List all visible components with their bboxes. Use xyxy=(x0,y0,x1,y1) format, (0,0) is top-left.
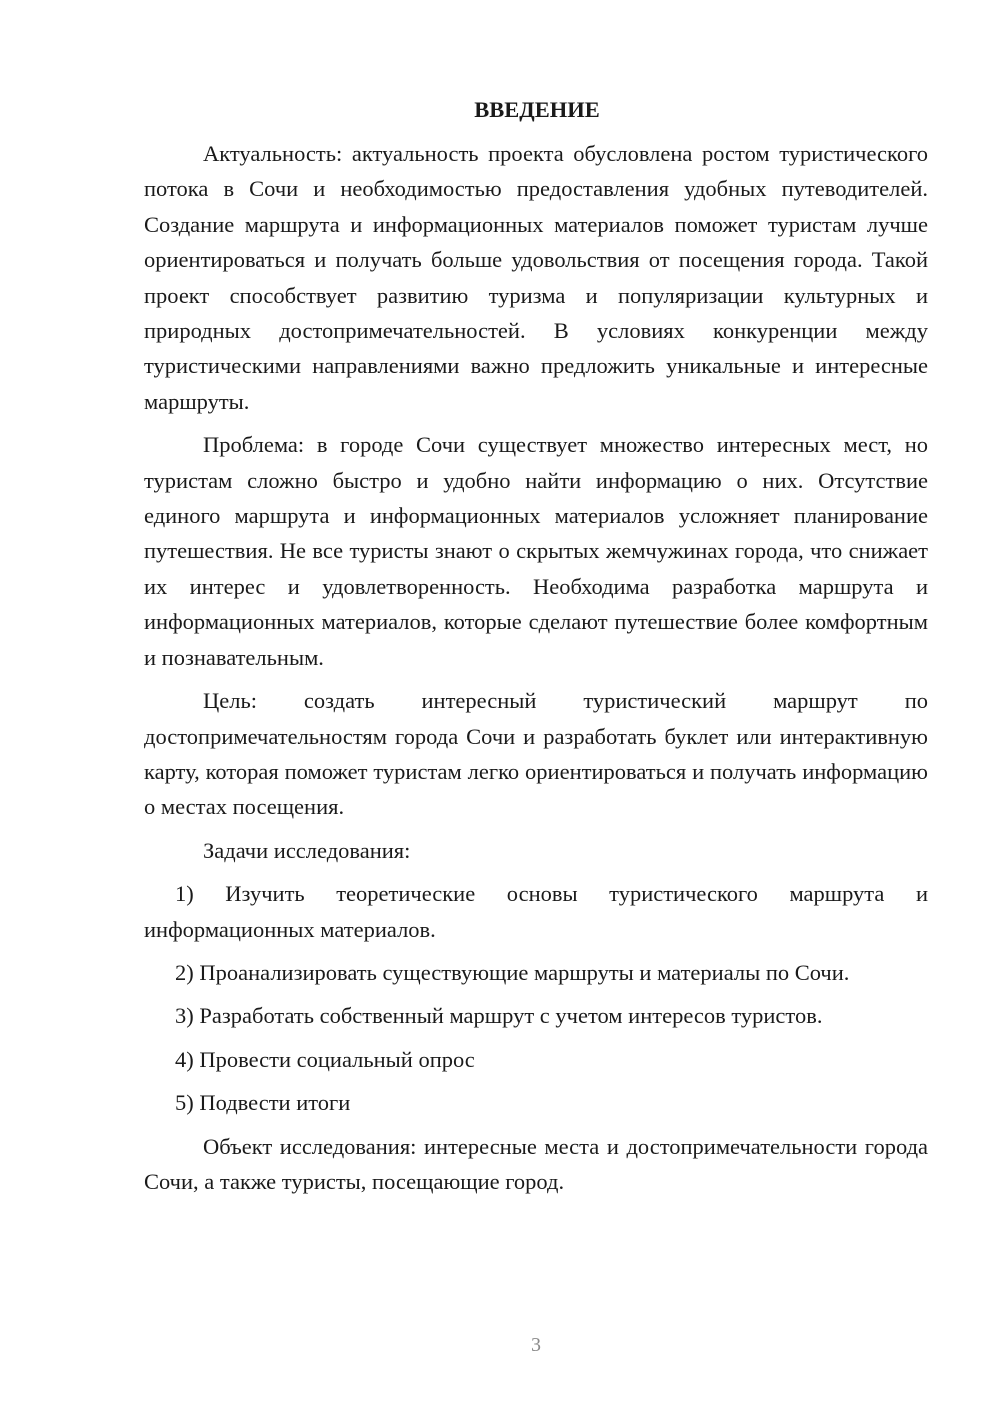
paragraph-tasks-heading: Задачи исследования: xyxy=(203,837,411,863)
paragraph-object: Объект исследования: интересные места и достопримечательности города Сочи, а также туристы, посещающие город. xyxy=(144,1133,928,1194)
task-item-3: 3) Разработать собственный маршрут с учетом интересов туристов. xyxy=(175,1003,823,1029)
paragraph-relevance: Актуальность: актуальность проекта обусловлена ростом туристического потока в Сочи и необходимостью предоставления удобных путеводителей. Создание маршрута и информационных материалов поможет туристам лучше ориентироваться и получать больше удовольствия от посещения города. Такой проект способствует развитию туризма и популяризации культурных и природных достопримечательностей. В условиях конкуренции между туристическими направлениями важно предложить уникальные и интересные маршруты. xyxy=(144,141,928,414)
task-item-4: 4) Провести социальный опрос xyxy=(175,1046,475,1072)
page-content xyxy=(144,92,928,1207)
paragraph-problem: Проблема: в городе Сочи существует множество интересных мест, но туристам сложно быстро и удобно найти информацию о них. Отсутствие единого маршрута и информационных материалов усложняет планирование путешествия. Не все туристы знают о скрытых жемчужинах города, что снижает их интерес и удовлетворенность. Необходима разработка маршрута и информационных материалов, которые сделают путешествие более комфортным и познавательным. xyxy=(144,432,928,670)
task-item-2: 2) Проанализировать существующие маршруты и материалы по Сочи. xyxy=(175,959,850,985)
section-title: ВВЕДЕНИЕ xyxy=(474,97,600,122)
task-item-5: 5) Подвести итоги xyxy=(175,1090,351,1116)
page-number: 3 xyxy=(531,1334,541,1356)
paragraph-goal: Цель: создать интересный туристический маршрут по достопримечательностям города Сочи и разработать буклет или интерактивную карту, которая поможет туристам легко ориентироваться и получать информацию о местах посещения. xyxy=(144,688,928,820)
task-item-1: 1) Изучить теоретические основы туристического маршрута и информационных материалов. xyxy=(144,881,928,942)
